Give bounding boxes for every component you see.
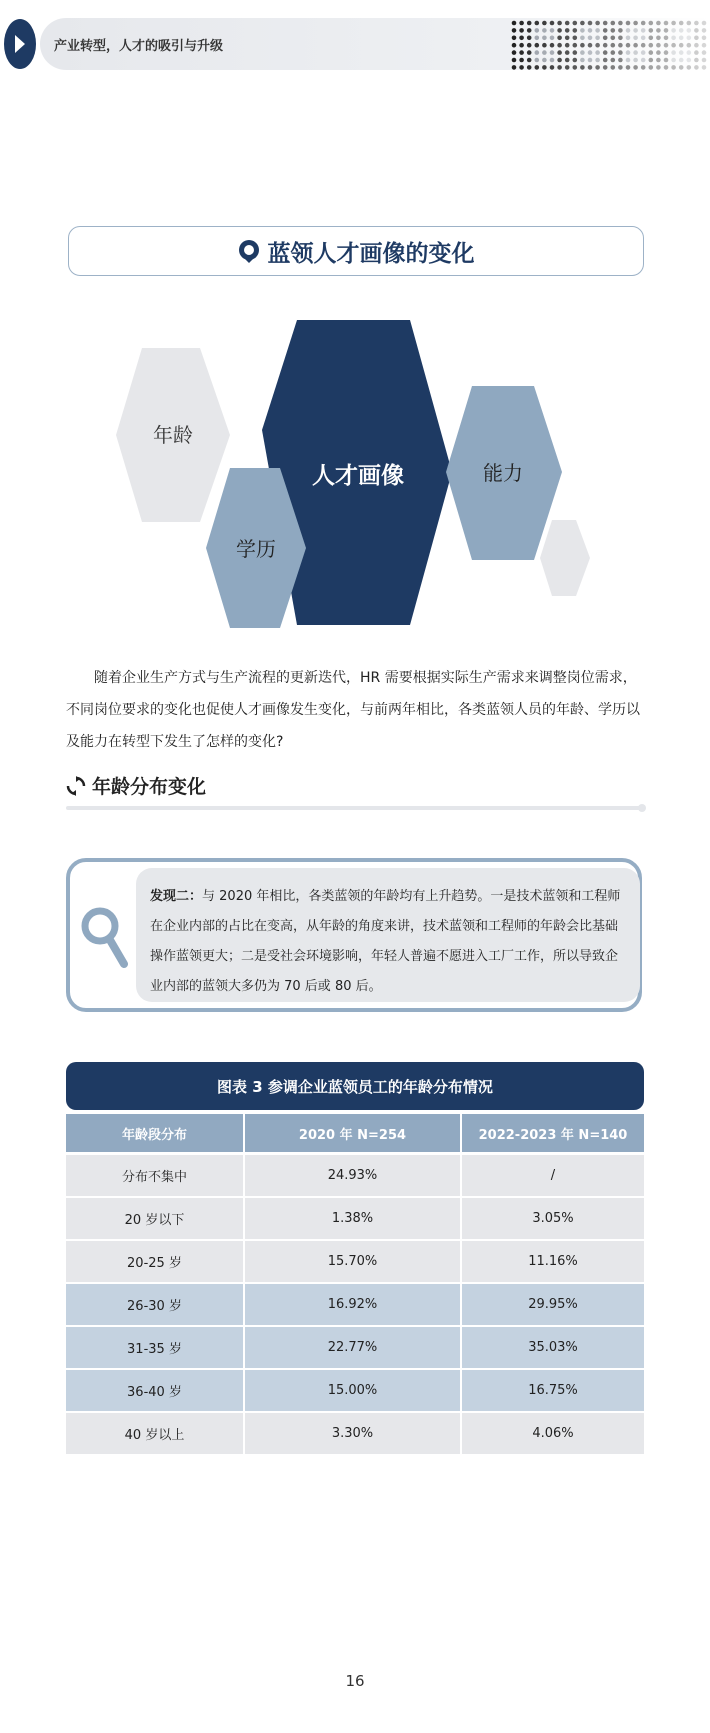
table-header-row xyxy=(66,1114,644,1154)
table-row xyxy=(66,1154,644,1198)
intro-paragraph: 随着企业生产方式与生产流程的更新迭代，HR 需要根据实际生产需求来调整岗位需求，不同岗位要求的变化也促使人才画像发生变化，与前两年相比，各类蓝领人员的年龄、学历以及能力在转型下发生了怎样的变化? xyxy=(66,670,640,750)
table-cell: 11.16% xyxy=(461,1240,644,1283)
table-cell: 29.95% xyxy=(461,1283,644,1326)
section-title: 蓝领人才画像的变化 xyxy=(267,240,475,267)
table-cell: 4.06% xyxy=(461,1412,644,1455)
subheading-divider xyxy=(66,806,644,810)
refresh-icon xyxy=(66,776,86,796)
subheading-divider-end xyxy=(638,804,646,812)
finding-text-box xyxy=(136,868,640,1002)
table-cell: 1.38% xyxy=(244,1197,461,1240)
table-cell: 22.77% xyxy=(244,1326,461,1369)
table-cell: 3.30% xyxy=(244,1412,461,1455)
table-title: 图表 3 参调企业蓝领员工的年龄分布情况 xyxy=(66,1062,644,1110)
section-title-box xyxy=(68,226,644,276)
table-row xyxy=(66,1369,644,1412)
header-title: 产业转型，人才的吸引与升级 xyxy=(54,39,224,54)
location-pin-icon xyxy=(238,238,260,264)
hex-ability-label: 能力 xyxy=(483,461,523,485)
table-cell: / xyxy=(461,1154,644,1198)
table-header-cell: 年龄段分布 xyxy=(66,1114,244,1154)
header-dot-pattern xyxy=(508,18,710,72)
table-row xyxy=(66,1326,644,1369)
table-header-cell: 2020 年 N=254 xyxy=(244,1114,461,1154)
table-header-cell: 2022-2023 年 N=140 xyxy=(461,1114,644,1154)
table-row xyxy=(66,1283,644,1326)
table-cell: 15.00% xyxy=(244,1369,461,1412)
subheading-text: 年龄分布变化 xyxy=(92,776,207,798)
table-row xyxy=(66,1412,644,1455)
hex-education-label: 学历 xyxy=(236,537,276,561)
table-cell: 35.03% xyxy=(461,1326,644,1369)
magnifier-icon xyxy=(80,904,128,970)
table-cell: 20 岁以下 xyxy=(66,1197,244,1240)
subheading xyxy=(66,772,206,799)
finding-label: 发现二： xyxy=(150,889,203,904)
hex-small-gray xyxy=(540,520,590,596)
table-cell: 16.92% xyxy=(244,1283,461,1326)
table-row xyxy=(66,1240,644,1283)
table-cell: 31-35 岁 xyxy=(66,1326,244,1369)
page-number: 16 xyxy=(345,1672,365,1690)
talent-profile-hexagons xyxy=(0,300,710,640)
table-cell: 15.70% xyxy=(244,1240,461,1283)
header-chevron-icon xyxy=(4,19,36,69)
table-cell: 3.05% xyxy=(461,1197,644,1240)
table-cell: 36-40 岁 xyxy=(66,1369,244,1412)
table-cell: 26-30 岁 xyxy=(66,1283,244,1326)
hex-age-label: 年龄 xyxy=(153,423,193,447)
finding-text: 与 2020 年相比，各类蓝领的年龄均有上升趋势。一是技术蓝领和工程师在企业内部的占比在变高，从年龄的角度来讲，技术蓝领和工程师的年龄会比基础操作蓝领更大；二是受社会环境影响，年轻人普遍不愿进入工厂工作，所以导致企业内部的蓝领大多仍为 70 后或 80 后。 xyxy=(150,889,621,994)
hex-center-label: 人才画像 xyxy=(312,463,404,489)
table-cell: 16.75% xyxy=(461,1369,644,1412)
table-cell: 24.93% xyxy=(244,1154,461,1198)
table-cell: 分布不集中 xyxy=(66,1154,244,1198)
table-cell: 40 岁以上 xyxy=(66,1412,244,1455)
table-cell: 20-25 岁 xyxy=(66,1240,244,1283)
table-row xyxy=(66,1197,644,1240)
age-distribution-table xyxy=(66,1114,644,1456)
